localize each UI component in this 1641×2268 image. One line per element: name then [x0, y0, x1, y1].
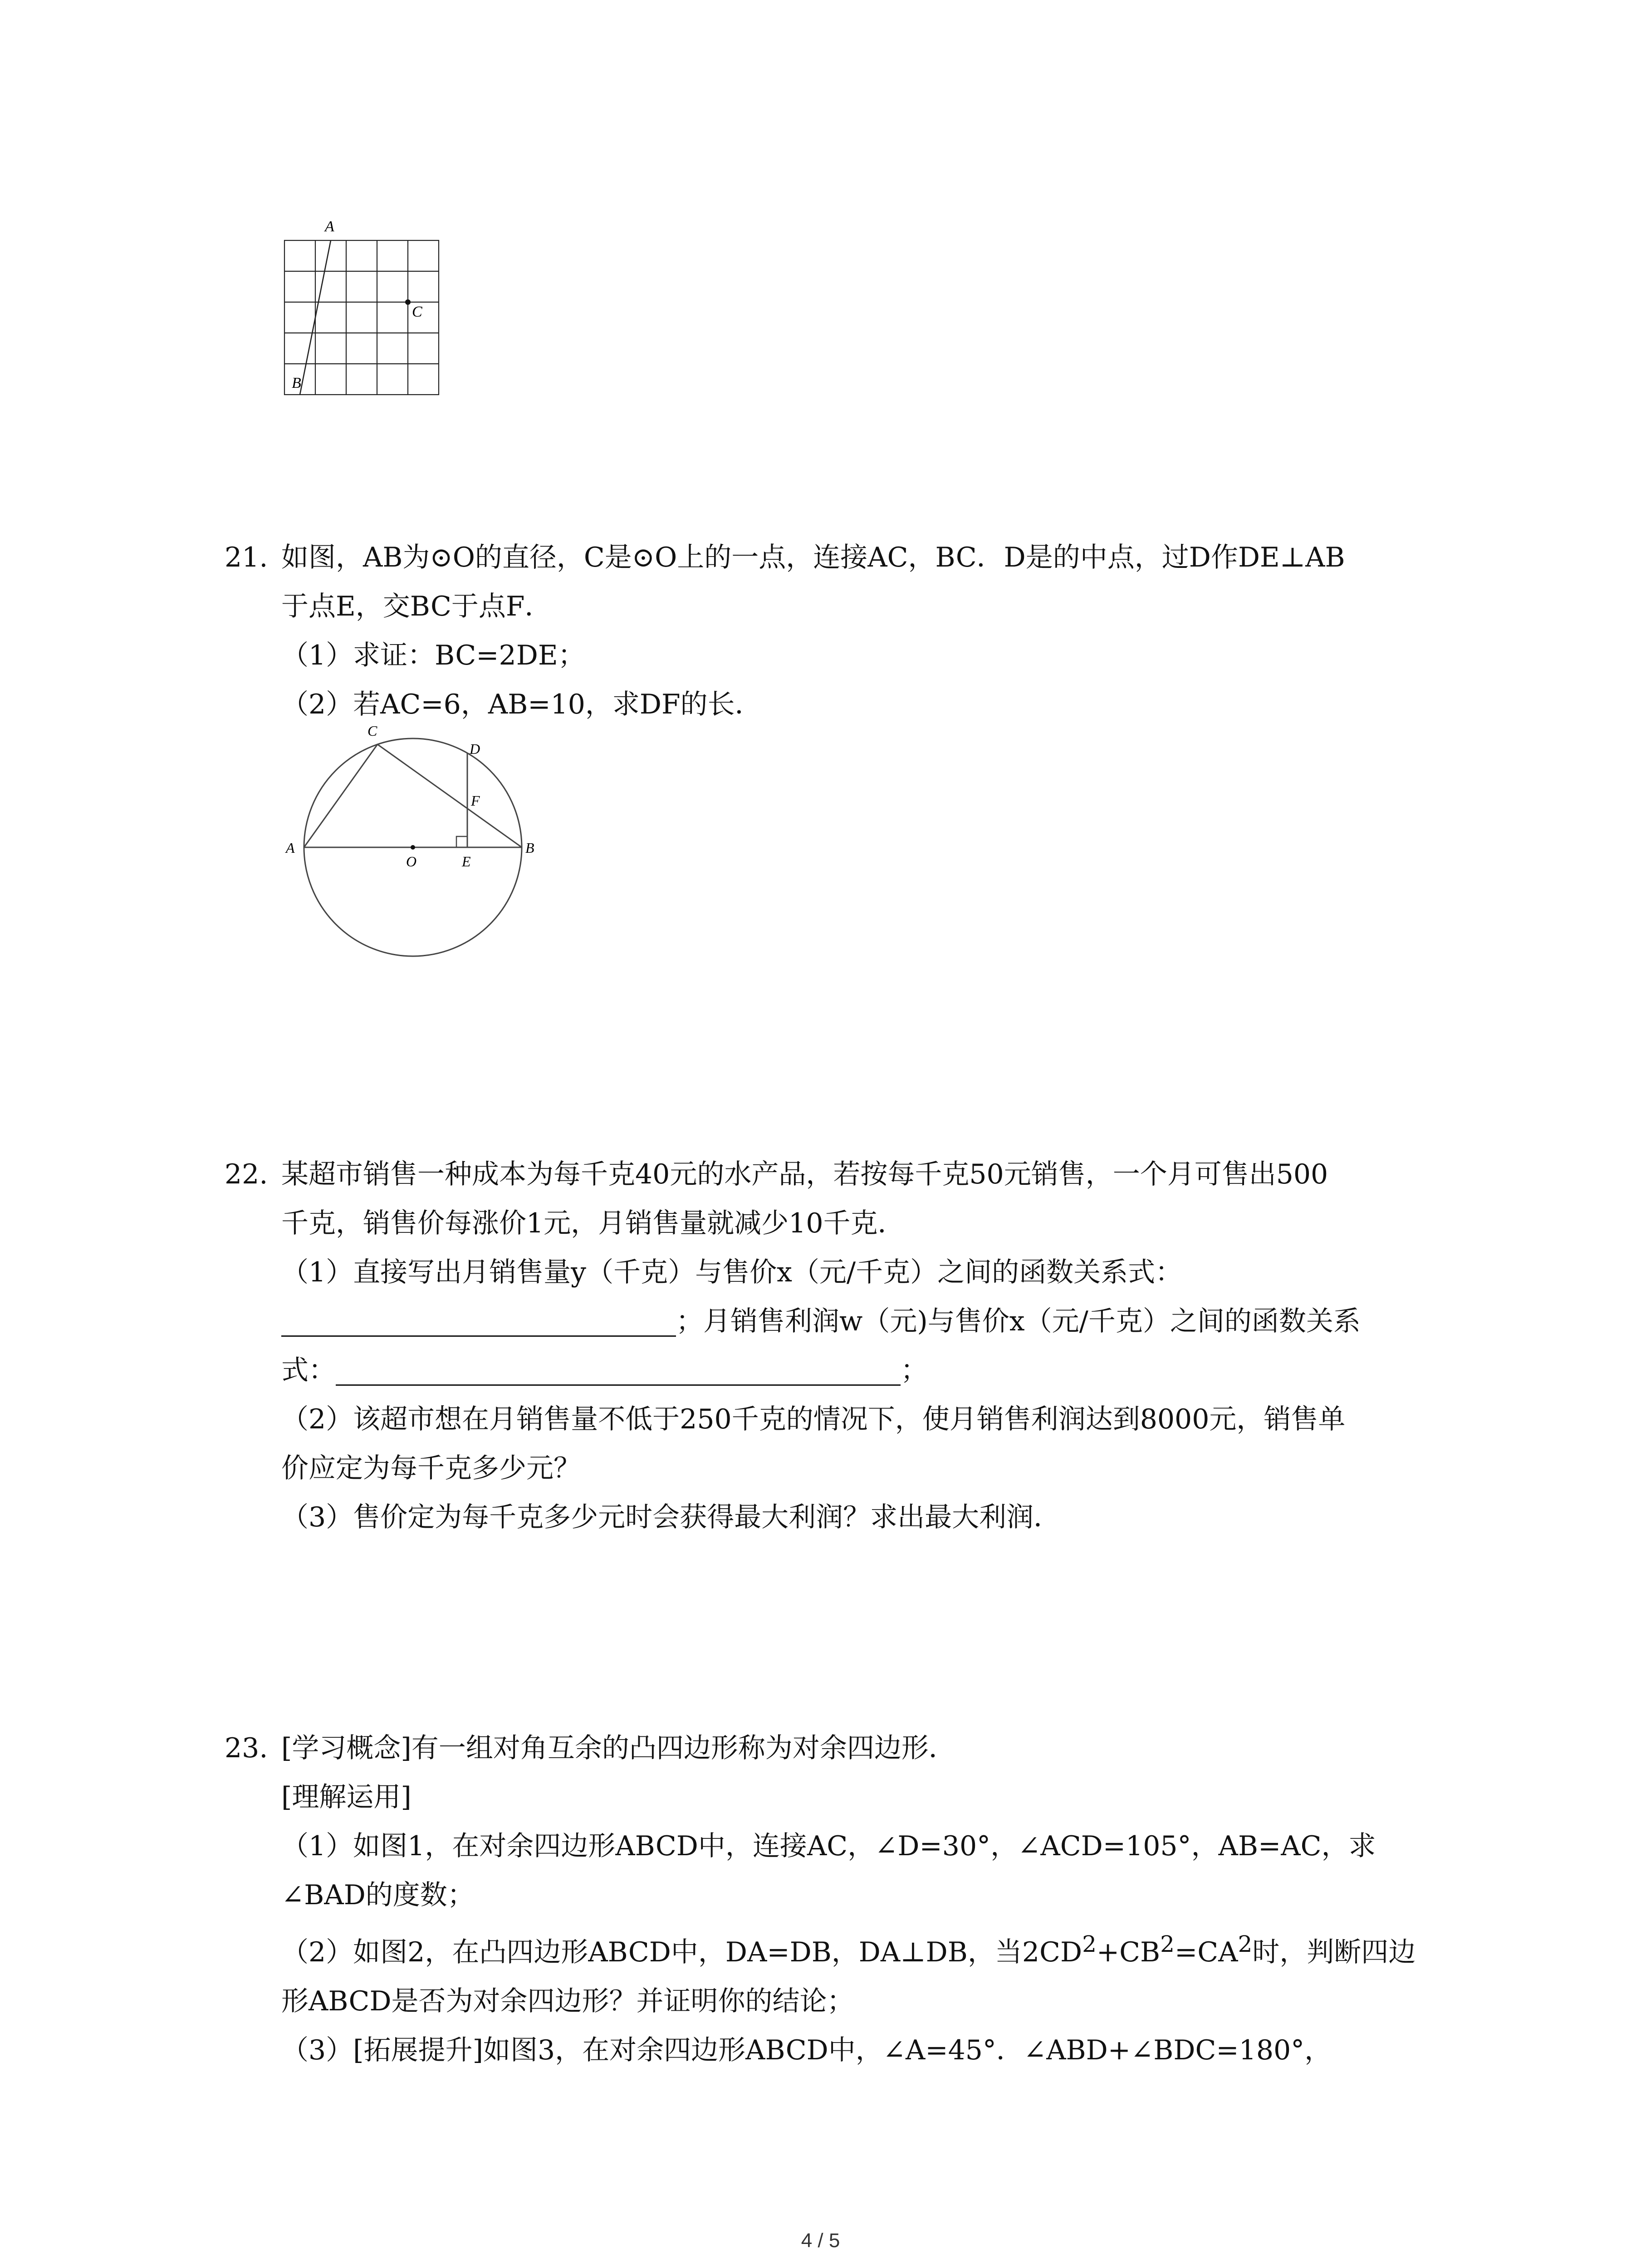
q23-part2-text-a: （2）如图2，在凸四边形ABCD中，DA=DB，DA⊥DB，当2CD [281, 1936, 1083, 1968]
label-o: O [406, 853, 417, 870]
label-b: B [292, 375, 301, 391]
label-c: C [412, 303, 422, 320]
question-number: 21. [225, 542, 268, 573]
q23-part2-text-c: =CA [1174, 1936, 1238, 1968]
q23-part2-line2: 形ABCD是否为对余四边形？并证明你的结论； [281, 1985, 854, 2017]
grid-figure [272, 218, 454, 408]
q22-stem-line1: 某超市销售一种成本为每千克40元的水产品，若按每千克50元销售，一个月可售出500 [281, 1158, 1328, 1190]
answer-blank-w[interactable] [336, 1353, 901, 1386]
question-21 [225, 533, 1468, 729]
q22-part1-line1: （1）直接写出月销售量y（千克）与售价x（元/千克）之间的函数关系式： [281, 1256, 1183, 1288]
question-number: 23. [225, 1732, 268, 1764]
superscript: 2 [1082, 1931, 1097, 1957]
label-a: A [325, 218, 334, 235]
q22-part1-line3-suffix: ； [901, 1354, 928, 1386]
q22-part1-line3 [225, 1346, 1468, 1395]
label-a: A [286, 840, 295, 856]
page-number: 4 / 5 [801, 2229, 840, 2252]
q22-part1-line3-prefix: 式： [281, 1354, 336, 1386]
chord-bc [377, 744, 522, 847]
q23-part2-text-d: 时，判断四边 [1252, 1936, 1416, 1968]
question-number: 22. [225, 1158, 268, 1190]
label-f: F [471, 792, 480, 809]
center-o [411, 845, 415, 850]
q22-part2-line2: 价应定为每千克多少元？ [281, 1452, 581, 1484]
q22-part1-line2-text: ；月销售利润w（元)与售价x（元/千克）之间的函数关系 [676, 1305, 1361, 1337]
q21-stem-line1: 如图，AB为⊙O的直径，C是⊙O上的一点，连接AC，BC．D是的中点，过D作DE⊥AB [281, 542, 1345, 573]
q23-part3: （3）[拓展提升]如图3，在对余四边形ABCD中，∠A=45°．∠ABD+∠BDC=180°， [281, 2034, 1332, 2066]
right-angle-mark [456, 836, 467, 847]
q23-part1-line1: （1）如图1，在对余四边形ABCD中，连接AC，∠D=30°，∠ACD=105°，AB=AC，求 [281, 1830, 1376, 1862]
circle-figure [277, 717, 535, 957]
q21-part2: （2）若AC=6，AB=10，求DF的长． [281, 689, 762, 720]
label-b: B [525, 840, 534, 856]
q23-part2-line1 [225, 1920, 1468, 1977]
question-22 [225, 1150, 1468, 1542]
q22-part1-line2 [225, 1297, 1468, 1346]
superscript: 2 [1160, 1931, 1175, 1957]
q23-part2-text-b: +CB [1096, 1936, 1161, 1968]
q21-stem-line2: 于点E，交BC于点F． [281, 591, 552, 622]
answer-blank-y[interactable] [281, 1304, 676, 1337]
label-e: E [462, 853, 471, 870]
point-c [405, 299, 411, 305]
superscript: 2 [1238, 1931, 1253, 1957]
label-d: D [470, 741, 480, 757]
chord-ac [304, 744, 377, 847]
label-c: C [367, 723, 377, 739]
question-23 [225, 1724, 1468, 2075]
q22-part3: （3）售价定为每千克多少元时会获得最大利润？求出最大利润． [281, 1501, 1061, 1533]
q23-section: [理解运用] [281, 1781, 411, 1813]
q21-part1: （1）求证：BC=2DE； [281, 640, 585, 671]
q22-stem-line2: 千克，销售价每涨价1元，月销售量就减少10千克． [281, 1207, 905, 1239]
q23-part1-line2: ∠BAD的度数； [281, 1879, 475, 1911]
q22-part2-line1: （2）该超市想在月销售量不低于250千克的情况下，使月销售利润达到8000元，销售单 [281, 1403, 1346, 1435]
q23-stem: [学习概念]有一组对角互余的凸四边形称为对余四边形． [281, 1732, 956, 1764]
